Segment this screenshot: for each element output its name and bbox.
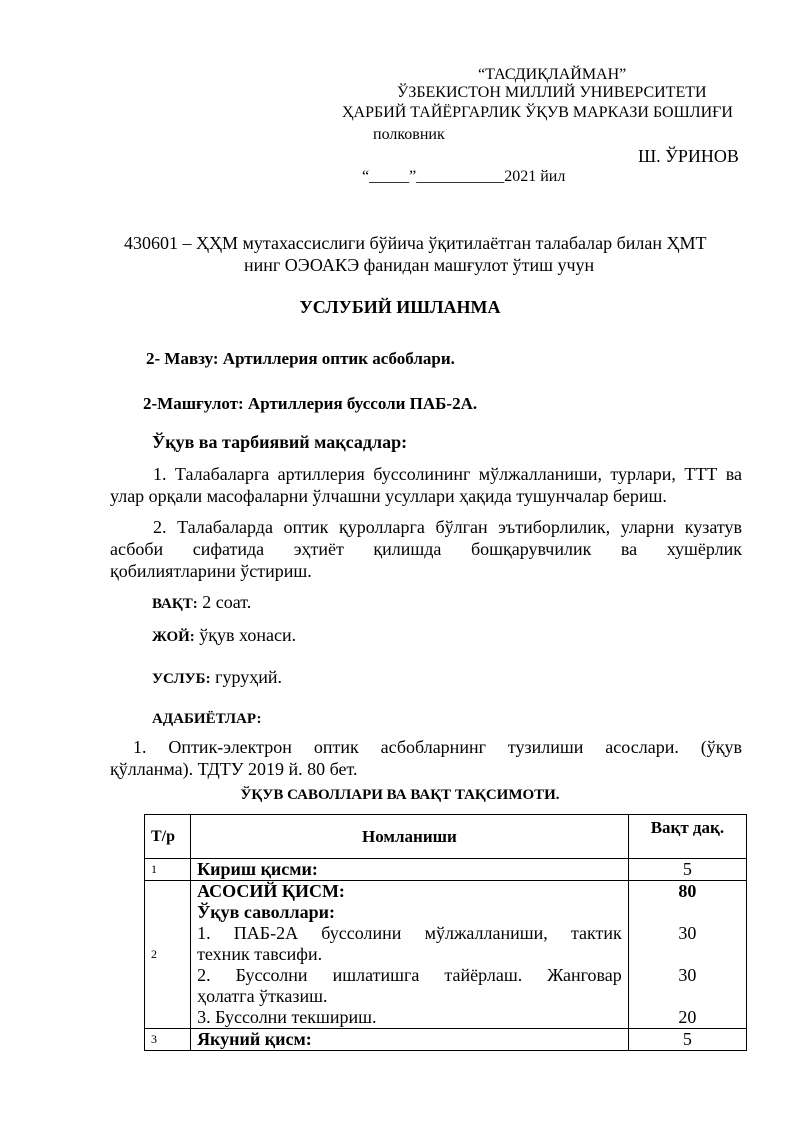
literature-1-line-2: қўлланма). ТДТУ 2019 й. 80 бет. <box>110 759 358 779</box>
approval-center: ҲАРБИЙ ТАЙЁРГАРЛИК ЎҚУВ МАРКАЗИ БОШЛИҒИ <box>342 104 733 121</box>
approval-name: Ш. ЎРИНОВ <box>638 146 739 166</box>
row-3-name: Якуний қисм: <box>191 1029 629 1051</box>
goal-item-2 <box>110 516 742 582</box>
table-header-row <box>145 815 747 859</box>
goal-1-line-2: улар орқали масофаларни ўлчашни усуллари ҳақида тушунчалар бериш. <box>110 486 667 506</box>
document-title: УСЛУБИЙ ИШЛАНМА <box>299 297 501 317</box>
row-2-q3: 3. Буссолни текшириш. <box>197 1007 377 1027</box>
goal-1-line-1: 1. Талабаларга артиллерия буссолининг мўлжалланиши, турлари, ТТТ ва <box>153 464 742 484</box>
header-name: Номланиши <box>191 815 629 859</box>
goal-item-1 <box>110 463 742 507</box>
place-label: ЖОЙ: <box>152 629 195 645</box>
table-caption: ЎҚУВ САВОЛЛАРИ ВА ВАҚТ ТАҚСИМОТИ. <box>240 787 560 803</box>
topic: 2- Мавзу: Артиллерия оптик асбоблари. <box>146 349 455 368</box>
schedule-table <box>144 814 747 1051</box>
time-line <box>152 592 251 613</box>
row-2-q1-line-1: 1. ПАБ-2А буссолини мўлжалланиши, тактик <box>197 923 622 943</box>
header-time: Вақт дақ. <box>628 815 746 859</box>
table-row <box>145 1029 747 1051</box>
place-line <box>152 625 296 646</box>
time-value: 2 соат. <box>197 592 252 612</box>
lesson: 2-Машғулот: Артиллерия буссоли ПАБ-2А. <box>143 394 478 413</box>
row-2-q2-line-1: 2. Буссолни ишлатишга тайёрлаш. Жанговар <box>197 965 622 985</box>
row-2-main-time: 80 <box>678 881 697 901</box>
method-line <box>152 667 282 688</box>
row-2-main: АСОСИЙ ҚИСМ: <box>197 881 345 901</box>
intro-line-1: 430601 – ҲҲМ мутахассислиги бўйича ўқитилаётган талабалар билан ҲМТ <box>124 233 707 253</box>
row-2-q2-time: 30 <box>678 965 697 985</box>
goal-2-line-1: 2. Талабаларда оптик қуролларга бўлган эътиборлилик, уларни кузатув <box>153 517 742 537</box>
approval-date: “_____”___________2021 йил <box>362 168 566 185</box>
literature-heading: АДАБИЁТЛАР: <box>152 711 262 727</box>
row-2-q1-time: 30 <box>678 923 697 943</box>
row-1-num: 1 <box>145 859 191 881</box>
goals-heading: Ўқув ва тарбиявий мақсадлар: <box>152 432 408 452</box>
goal-2-line-3: қобилиятларини ўстириш. <box>110 561 312 581</box>
literature-1-line-1: 1. Оптик-электрон оптик асбобларнинг тузилиши асослари. (ўқув <box>133 737 742 757</box>
approval-university: ЎЗБЕКИСТОН МИЛЛИЙ УНИВЕРСИТЕТИ <box>397 84 707 101</box>
row-2-q3-time: 20 <box>678 1007 697 1027</box>
intro-line-2: нинг ОЭОАКЭ фанидан машғулот ўтиш учун <box>244 255 595 275</box>
time-label: ВАҚТ: <box>152 596 198 612</box>
row-2-subheading: Ўқув саволлари: <box>197 902 336 922</box>
table-row <box>145 881 747 1029</box>
row-2-num: 2 <box>145 881 191 1029</box>
approval-title: “ТАСДИҚЛАЙМАН” <box>478 66 627 83</box>
row-2-times <box>628 881 746 1029</box>
row-1-time: 5 <box>628 859 746 881</box>
header-num: Т/р <box>145 815 191 859</box>
row-2-content <box>191 881 629 1029</box>
method-label: УСЛУБ: <box>152 671 211 687</box>
method-value: гуруҳий. <box>210 667 282 687</box>
place-value: ўқув хонаси. <box>194 625 297 645</box>
literature-item-1 <box>110 736 742 780</box>
table-row <box>145 859 747 881</box>
goal-2-line-2: асбоби сифатида эҳтиёт қилишда бошқарувчилик ва хушёрлик <box>110 539 742 559</box>
approval-rank: полковник <box>373 126 445 143</box>
row-2-q2-line-2: ҳолатга ўтказиш. <box>197 986 328 1006</box>
row-2-q1-line-2: техник тавсифи. <box>197 944 323 964</box>
row-3-time: 5 <box>628 1029 746 1051</box>
row-1-name: Кириш қисми: <box>191 859 629 881</box>
row-3-num: 3 <box>145 1029 191 1051</box>
